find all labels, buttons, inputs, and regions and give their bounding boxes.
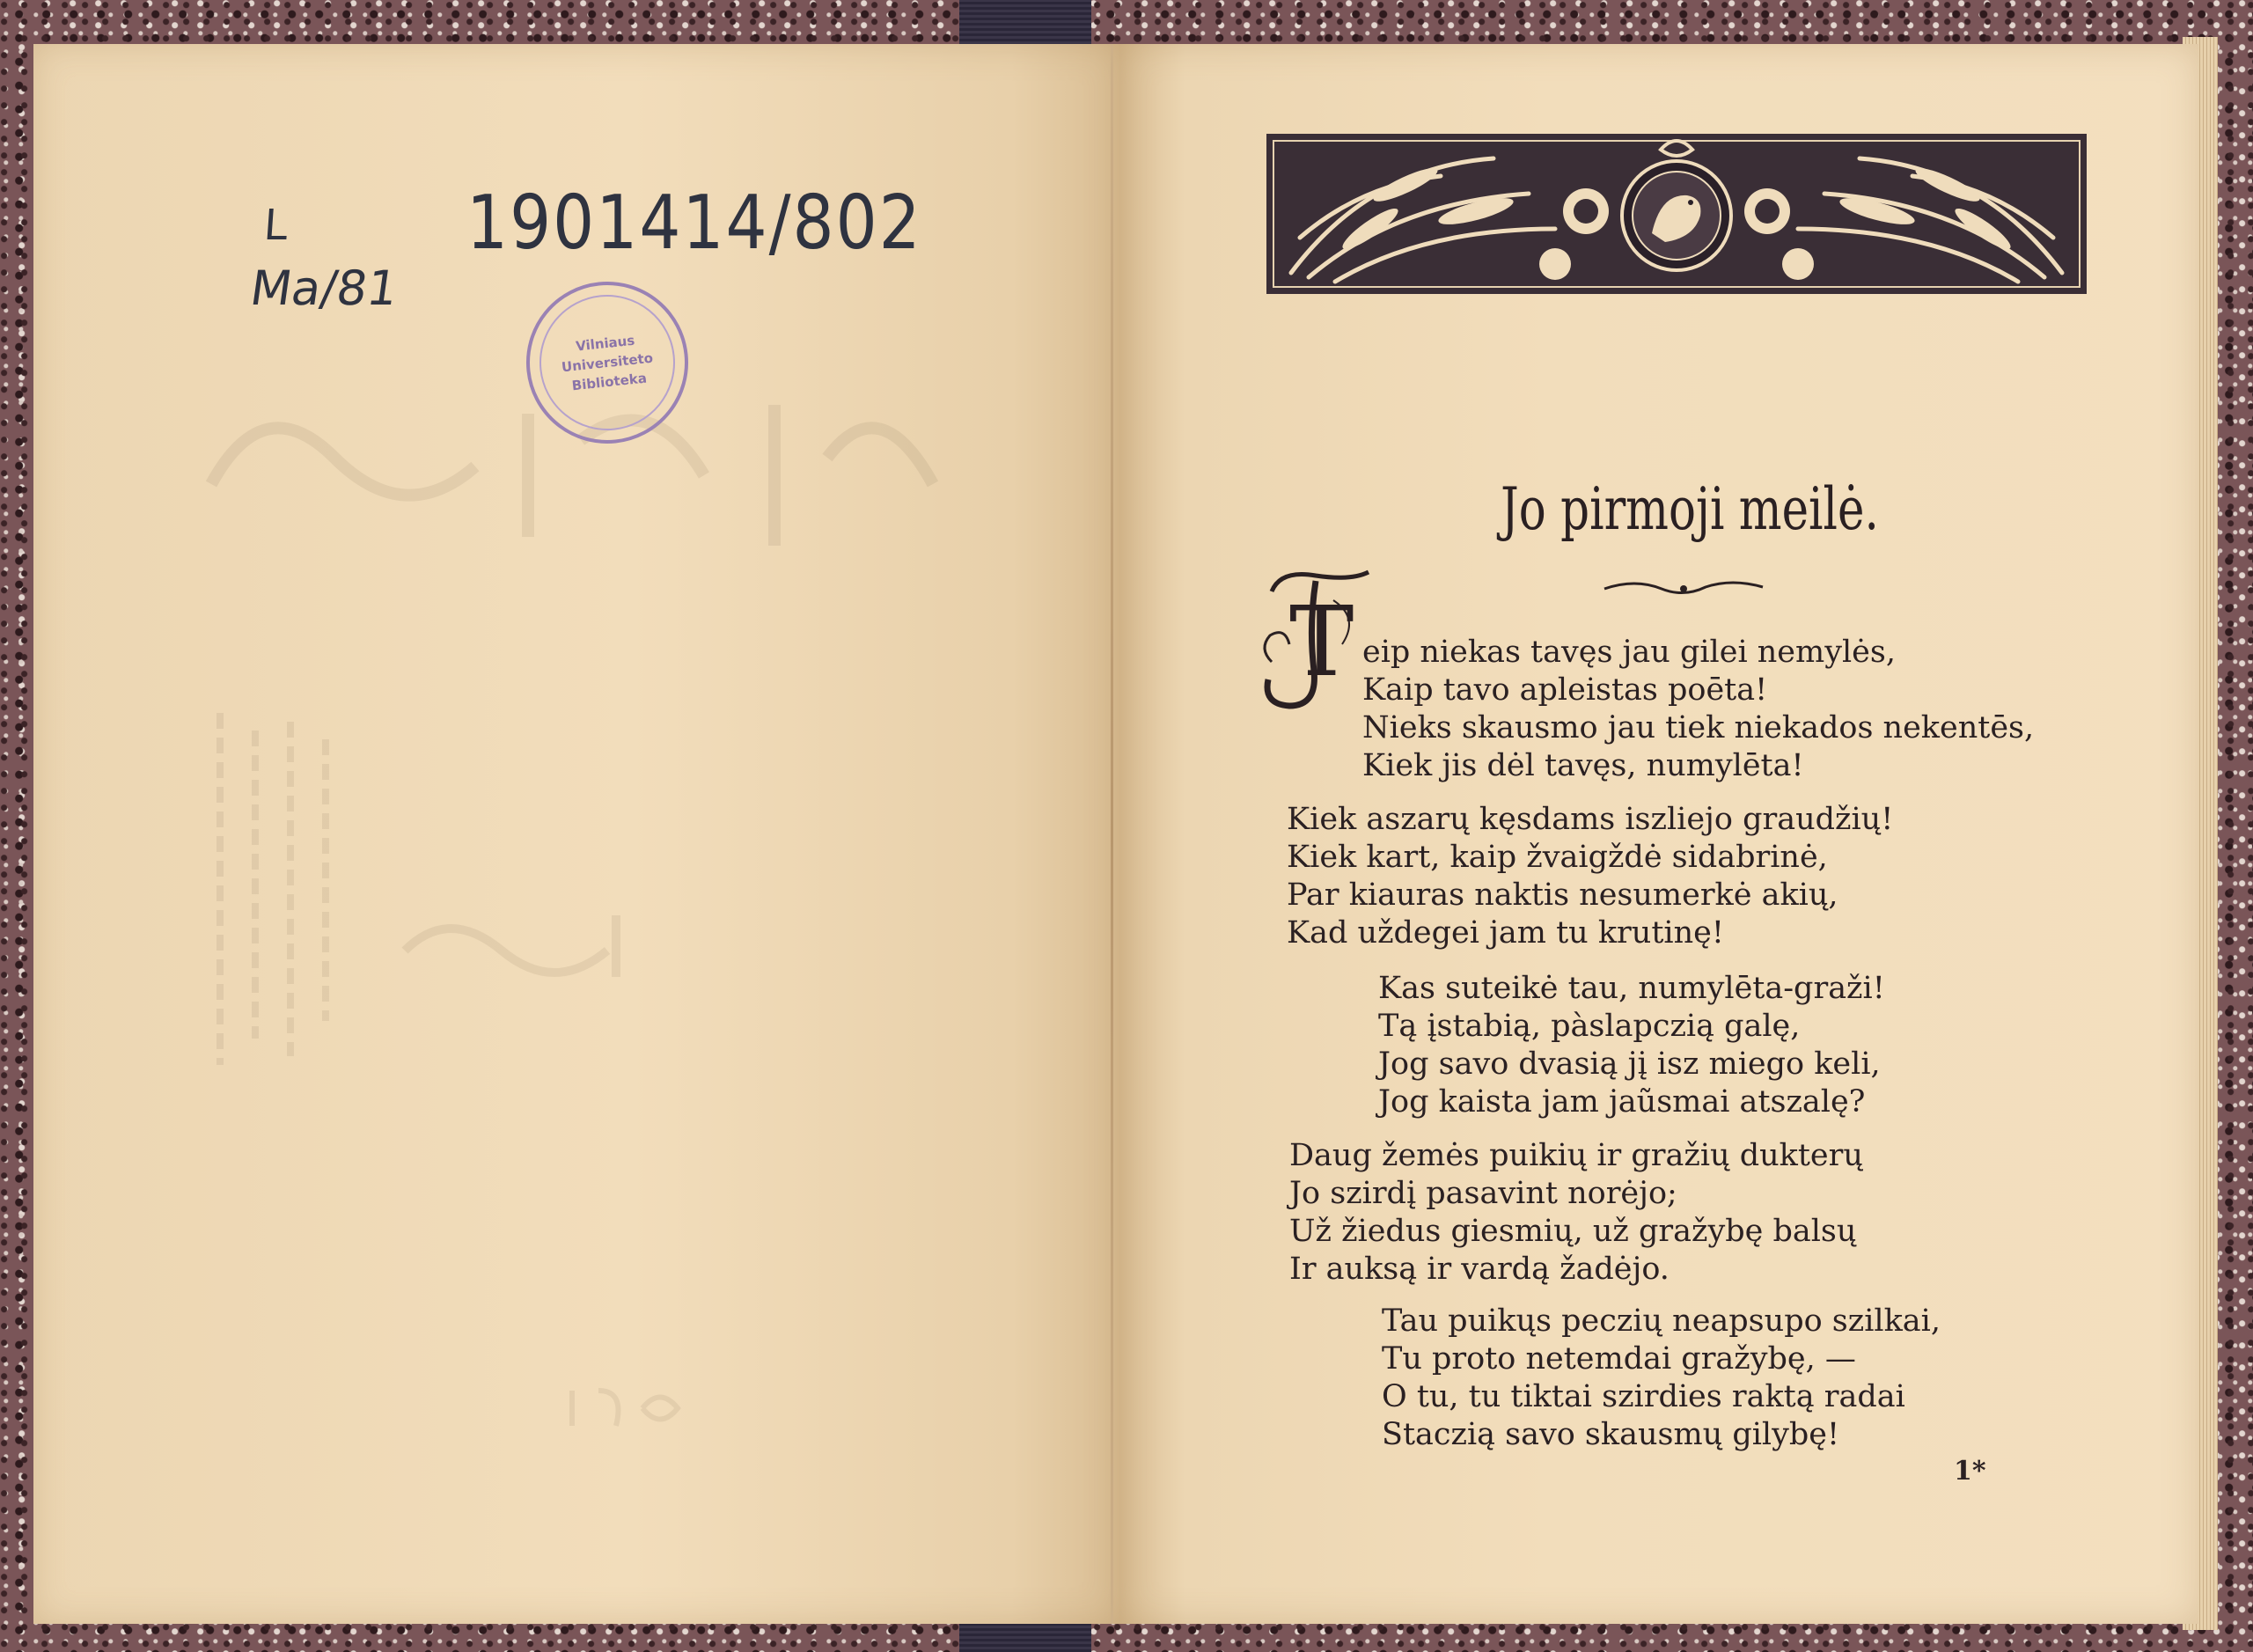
- library-stamp-text: [532, 288, 681, 437]
- offset-ghost-year: [563, 1382, 686, 1435]
- ornamental-headpiece: [1265, 132, 2088, 296]
- poem-line: Tau puikųs peczių neapsupo szilkai,: [1382, 1303, 1941, 1339]
- poem-line: Kiek aszarų kęsdams iszliejo graudžių!: [1287, 802, 1894, 837]
- stanza-5: [1382, 1303, 1941, 1454]
- poem-line: Jo szirdį pasavint norėjo;: [1289, 1176, 1677, 1211]
- poem-line: Kad uždegei jam tu krutinę!: [1287, 915, 1724, 951]
- poem-line: Daug žemės puikių ir gražių dukterų: [1289, 1138, 1863, 1173]
- poem-title: Jo pirmoji meilė.: [1501, 475, 1879, 543]
- handwritten-inventory-number: 1901414/802: [466, 179, 922, 267]
- poem-line: eip niekas tavęs jau gilei nemylės,: [1362, 635, 1896, 670]
- gutter-fold: [1111, 44, 1113, 1624]
- stamp-line: Universiteto: [561, 349, 654, 376]
- poem-line: Kas suteikė tau, numylēta-graži!: [1378, 971, 1885, 1006]
- poem-line: Staczią savo skausmų gilybę!: [1382, 1417, 1840, 1452]
- poem-line: Ir auksą ir vardą žadėjo.: [1289, 1252, 1670, 1287]
- stanza-3: [1378, 970, 1885, 1121]
- poem-line: Par kiauras naktis nesumerkė akių,: [1287, 877, 1838, 913]
- stanza-4: [1289, 1137, 1863, 1289]
- handwritten-shelf-mark: Ma/81: [246, 261, 402, 316]
- stamp-line: Vilniaus: [575, 332, 636, 355]
- poem-line: Kaip tavo apleistas poēta!: [1362, 672, 1768, 708]
- stamp-line: Biblioteka: [570, 370, 648, 394]
- drop-cap-ornament: [1254, 565, 1377, 715]
- poem-line: Tą įstabią, pàslapczią galę,: [1378, 1009, 1801, 1044]
- drop-cap-letter: T: [1289, 585, 1354, 698]
- poem-line: Kiek jis dėl tavęs, numylēta!: [1362, 748, 1804, 783]
- stanza-1: [1362, 634, 2034, 785]
- poem-line: Tu proto netemdai gražybę, —: [1382, 1341, 1856, 1377]
- handwritten-call-letter: L: [262, 201, 290, 250]
- stanza-2: [1287, 801, 1893, 952]
- offset-ghost-vertical-text: [194, 704, 352, 1074]
- offset-ghost-author: [396, 898, 660, 986]
- poem-line: Jog kaista jam jaũsmai atszalę?: [1378, 1084, 1866, 1120]
- poem-line: Nieks skausmo jau tiek niekados nekentēs,: [1362, 710, 2035, 745]
- title-flourish: [1600, 576, 1767, 598]
- poem-line: Kiek kart, kaip žvaigždė sidabrinė,: [1287, 840, 1828, 875]
- poem-line: Už žiedus giesmių, už gražybę balsų: [1289, 1214, 1857, 1249]
- poem-line: O tu, tu tiktai szirdies raktą radai: [1382, 1379, 1905, 1414]
- poem-line: Jog savo dvasią jį isz miego keli,: [1378, 1046, 1881, 1082]
- page-number: 1*: [1954, 1456, 1986, 1487]
